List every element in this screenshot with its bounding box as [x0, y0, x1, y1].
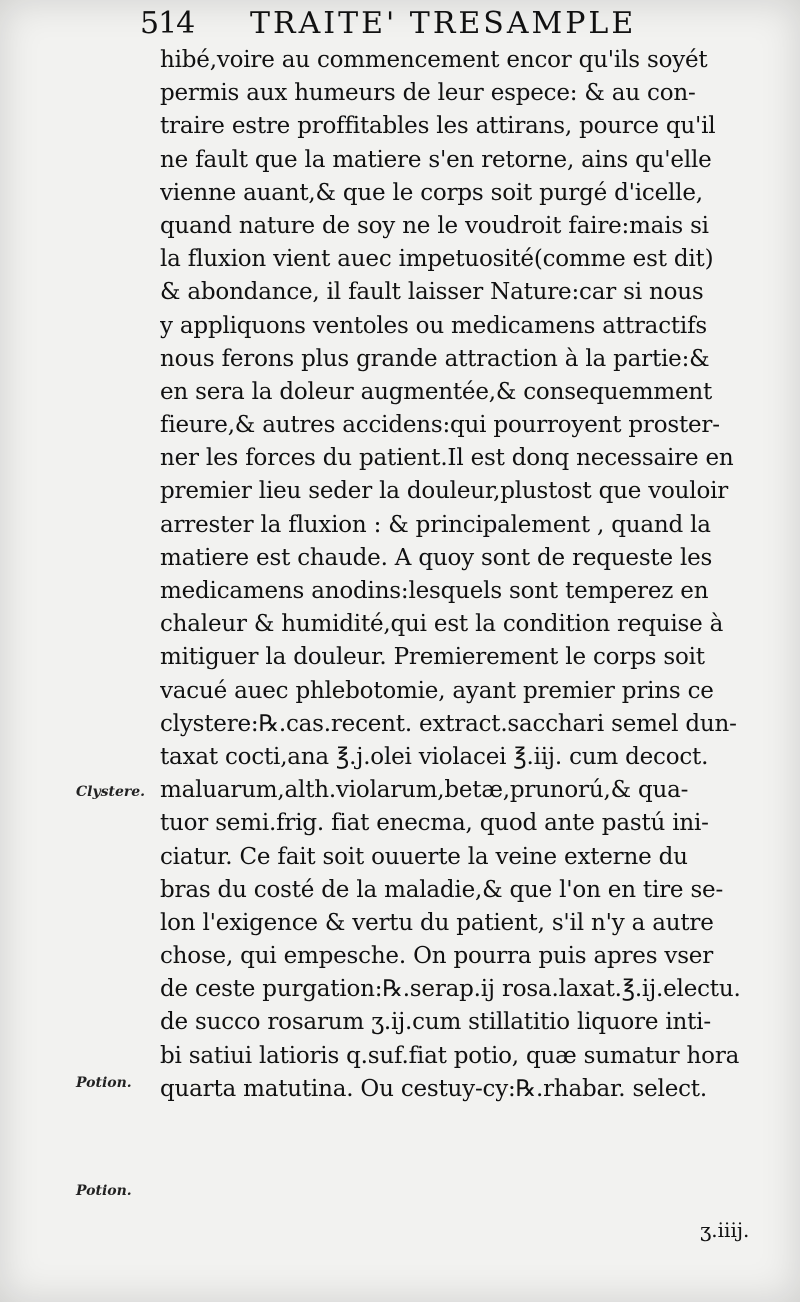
- text-line: mitiguer la douleur. Premierement le corps soit: [160, 644, 705, 671]
- margin-note-clystere: Clystere.: [76, 784, 146, 800]
- text-line: vacué auec phlebotomie, ayant premier prins ce: [160, 677, 714, 704]
- text-line: medicamens anodins:lesquels sont temperez en: [160, 578, 709, 604]
- text-line: arrester la fluxion : & principalement , quand la: [160, 511, 711, 538]
- text-line: vienne auant,& que le corps soit purgé d'icelle,: [160, 179, 703, 206]
- text-line: fieure,& autres accidens:qui pourroyent proster-: [160, 412, 720, 439]
- text-line: lon l'exigence & vertu du patient, s'il n'y a autre: [160, 909, 714, 936]
- text-line: de succo rosarum ʒ.ij.cum stillatitio liquore inti-: [160, 1009, 711, 1036]
- text-line: taxat cocti,ana ℥.j.olei violacei ℥.iij. cum decoct.: [160, 743, 709, 770]
- text-line: premier lieu seder la douleur,plustost que vouloir: [160, 478, 729, 505]
- text-line: ner les forces du patient.Il est donq necessaire en: [160, 445, 734, 472]
- text-line: la fluxion vient auec impetuosité(comme est dit): [160, 246, 714, 273]
- text-line: y appliquons ventoles ou medicamens attractifs: [160, 312, 707, 339]
- text-line: ne fault que la matiere s'en retorne, ains qu'elle: [160, 146, 712, 173]
- margin-note-potion: Potion.: [76, 1075, 132, 1091]
- text-line: quand nature de soy ne le voudroit faire:mais si: [160, 212, 709, 239]
- text-line: bras du costé de la maladie,& que l'on en tire se-: [160, 876, 724, 903]
- text-line: chose, qui empesche. On pourra puis apres vser: [160, 943, 714, 970]
- text-line: en sera la doleur augmentée,& consequemment: [160, 378, 713, 405]
- text-line: traire estre proffitables les attirans, pource qu'il: [160, 113, 716, 140]
- body-text: [160, 44, 770, 1106]
- page-number: 514: [140, 6, 195, 41]
- page-header: [0, 2, 800, 42]
- catchword: ʒ.iiij.: [700, 1218, 750, 1242]
- text-line: clystere:℞.cas.recent. extract.sacchari semel dun-: [160, 710, 737, 737]
- text-line: ciatur. Ce fait soit ouuerte la veine externe du: [160, 843, 688, 870]
- text-line: matiere est chaude. A quoy sont de requeste les: [160, 544, 713, 571]
- text-line: chaleur & humidité,qui est la condition requise à: [160, 611, 724, 638]
- text-line: de ceste purgation:℞.serap.ij rosa.laxat.℥.ij.electu.: [160, 976, 741, 1003]
- text-line: & abondance, il fault laisser Nature:car si nous: [160, 279, 704, 306]
- margin-note-potion-2: Potion.: [76, 1183, 132, 1199]
- text-line: tuor semi.frig. fiat enecma, quod ante pastú ini-: [160, 810, 709, 837]
- text-line: nous ferons plus grande attraction à la partie:&: [160, 345, 710, 372]
- running-title: TRAITE' TRESAMPLE: [250, 6, 637, 41]
- text-line: quarta matutina. Ou cestuy-cy:℞.rhabar. select.: [160, 1075, 707, 1102]
- text-line: hibé,voire au commencement encor qu'ils soyét: [160, 47, 708, 73]
- text-line: bi satiui latioris q.suf.fiat potio, quæ sumatur hora: [160, 1042, 740, 1069]
- text-line: permis aux humeurs de leur espece: & au con-: [160, 80, 696, 107]
- text-line: maluarum,alth.violarum,betæ,prunorú,& qua-: [160, 777, 689, 804]
